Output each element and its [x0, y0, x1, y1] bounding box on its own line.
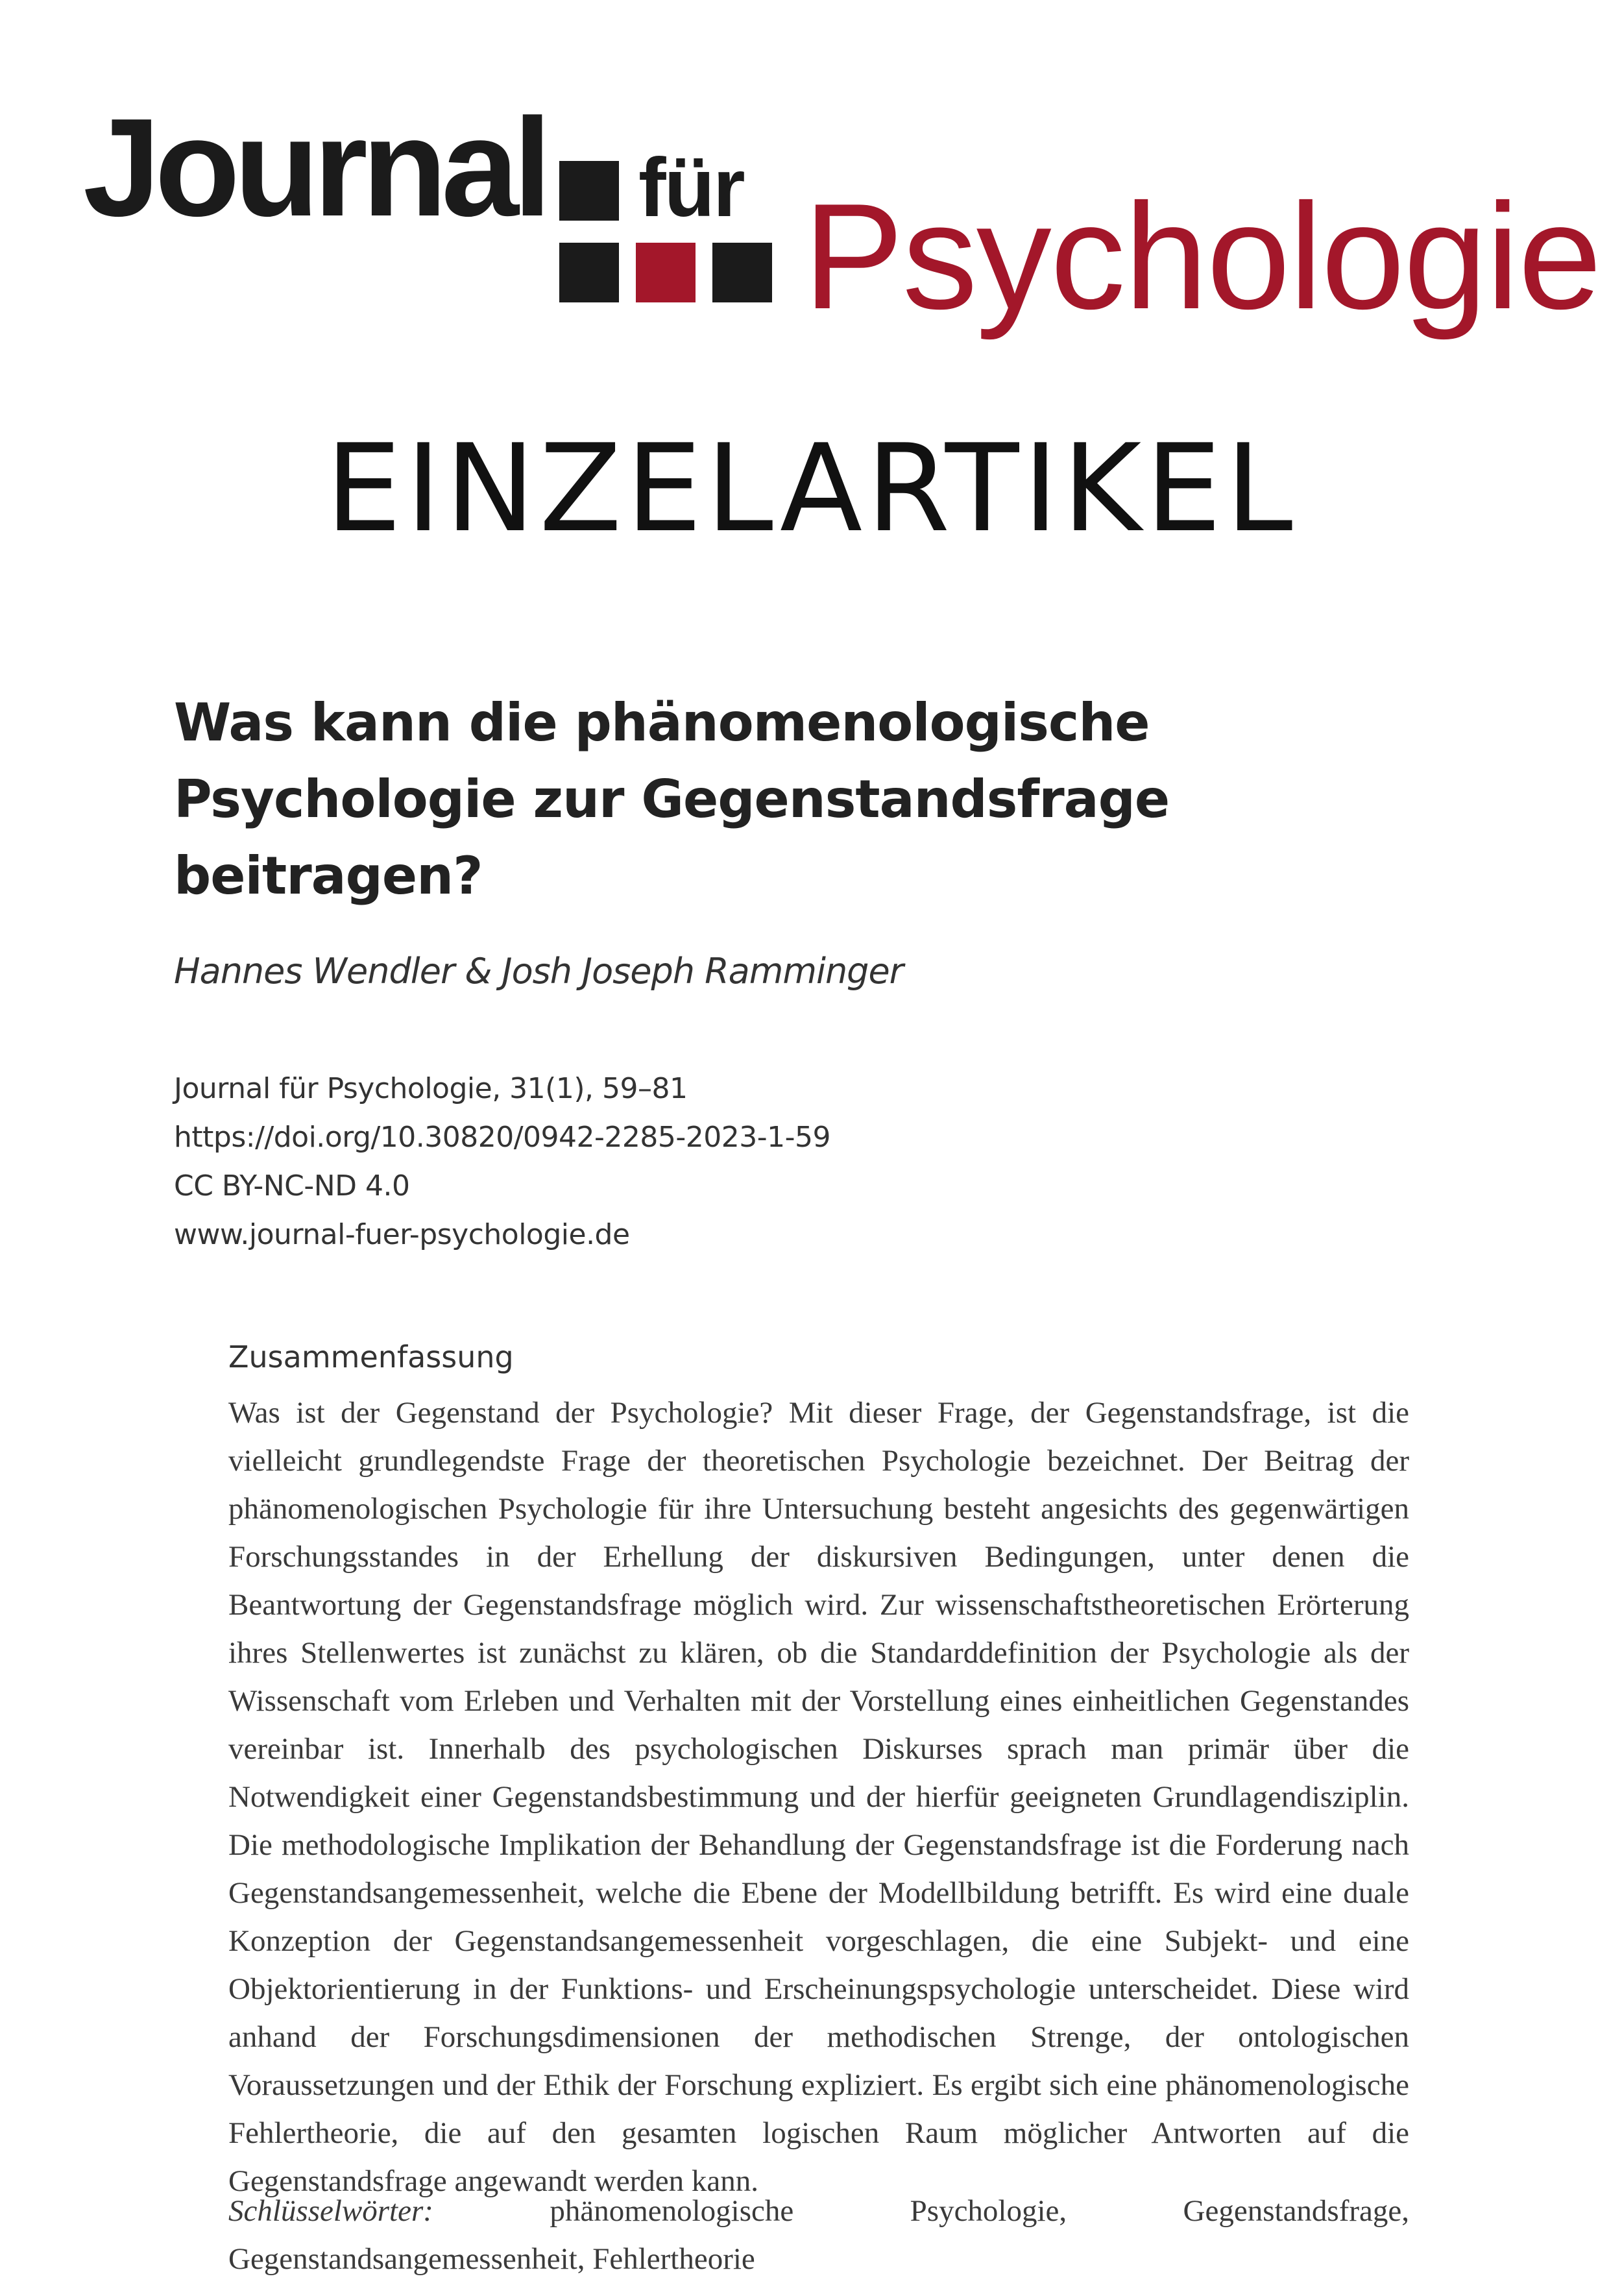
- article-meta: [174, 1064, 830, 1259]
- website-link[interactable]: www.journal-fuer-psychologie.de: [174, 1218, 630, 1251]
- masthead-psychologie-word: Psychologie: [803, 173, 1601, 341]
- logo-square: [559, 243, 619, 302]
- logo-square: [559, 161, 619, 221]
- article-authors: Hannes Wendler & Josh Joseph Ramminger: [174, 951, 903, 992]
- masthead-journal-word: Journal: [83, 89, 546, 245]
- masthead-fuer-word: für: [638, 141, 744, 234]
- logo-square-red: [636, 243, 696, 302]
- article-category: EINZELARTIKEL: [325, 418, 1297, 559]
- license: CC BY-NC-ND 4.0: [174, 1169, 410, 1203]
- article-title-line: Psychologie zur Gegenstandsfrage: [174, 769, 1170, 829]
- abstract-text: Was ist der Gegenstand der Psychologie? Mit dieser Frage, der Gegenstandsfrage, ist die vielleicht grundlegendste Frage der theoretischen Psychologie bezeichnet. Der Beitrag der phänomenologischen Psychologie für ihre Untersuchung besteht angesichts des gegenwärtigen Forschungsstandes in der Erhellung der diskursiven Bedingungen, unter denen die Beantwortung der Gegenstandsfrage möglich wird. Zur wissenschaftstheoretischen Erörterung ihres Stellenwertes ist zunächst zu klären, ob die Standarddefinition der Psychologie als der Wissenschaft vom Erleben und Verhalten mit der Vorstellung eines einheitlichen Gegenstandes vereinbar ist. Innerhalb des psychologischen Diskurses sprach man primär über die Notwendigkeit einer Gegenstandsbestimmung und der hierfür geeigneten Grundlagendisziplin. Die methodologische Implikation der Behandlung der Gegenstandsfrage ist die Forderung nach Gegenstandsangemessenheit, welche die Ebene der Modellbildung betrifft. Es wird eine duale Konzeption der Gegenstandsangemessenheit vorgeschlagen, die eine Subjekt- und eine Objektorientierung in der Funktions- und Erscheinungspsychologie unterscheidet. Diese wird anhand der Forschungsdimensionen der methodischen Strenge, der ontologischen Voraussetzungen und der Ethik der Forschung expliziert. Es ergibt sich eine phänomenologische Fehlertheorie, die auf den gesamten logischen Raum möglicher Antworten auf die Gegenstandsfrage angewandt werden kann.: [228, 1396, 1409, 2198]
- keywords: [228, 2187, 1409, 2283]
- article-title-line: Was kann die phänomenologische: [174, 692, 1150, 753]
- abstract-heading: Zusammenfassung: [228, 1339, 514, 1374]
- keywords-text: phänomenologische Psychologie, Gegenstandsfrage, Gegenstandsangemessenheit, Fehlertheorie: [228, 2194, 1409, 2276]
- journal-masthead: [0, 0, 1622, 363]
- logo-square: [712, 243, 772, 302]
- citation: Journal für Psychologie, 31(1), 59–81: [174, 1072, 688, 1105]
- article-title: [174, 685, 1407, 914]
- article-title-line: beitragen?: [174, 846, 483, 906]
- keywords-label: Schlüsselwörter:: [228, 2194, 433, 2228]
- doi-link[interactable]: https://doi.org/10.30820/0942-2285-2023-1-59: [174, 1121, 830, 1154]
